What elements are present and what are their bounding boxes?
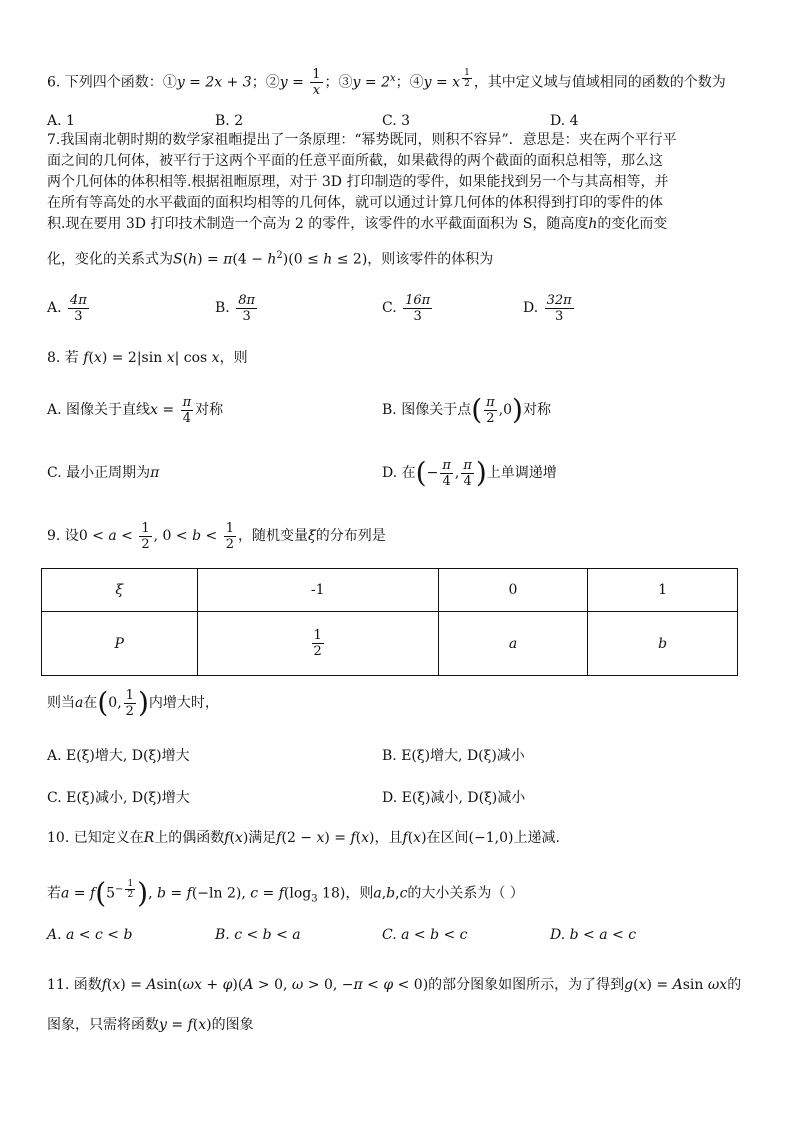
option-d[interactable]: D. $\frac{32\pi}{3}$ (523, 292, 572, 324)
question-8-options-cd (47, 455, 750, 495)
option-b[interactable]: B. 2 (215, 113, 244, 129)
option-b[interactable]: B. E(ξ)增大, D(ξ)减小 (382, 748, 525, 764)
option-a[interactable]: A. a < c < b (47, 927, 133, 943)
table-cell: b (588, 612, 738, 676)
option-d[interactable]: D. 4 (550, 113, 579, 129)
question-9-condition: 则当a在(0, $\frac{1}{2}$ )内增大时， (47, 686, 219, 719)
table-cell: ξ (42, 569, 198, 612)
question-10-options (47, 923, 750, 949)
table-cell: a (438, 612, 587, 676)
option-a[interactable]: A. 1 (47, 113, 75, 129)
table-cell: 1 (588, 569, 738, 612)
option-d[interactable]: D. b < a < c (550, 927, 637, 943)
question-10-line2: 若$a = f(5^{- \frac{1}{2}}$ ), b = f(−ln 2), $c = f(\log_3$ 18)，则a,b,c的大小关系为（ ） (47, 876, 524, 910)
question-6-stem: 6. 下列四个函数：①y = 2x + 3；②y = $\frac{1}{x}$ ；③y = $2^x$；④y = x $^{\frac{1}{2}}$ ，其中定义域与值域相同的函数的个数为 (47, 67, 726, 99)
table-row (42, 569, 738, 612)
question-7-options (47, 290, 750, 330)
option-c[interactable]: C. a < b < c (382, 927, 468, 943)
option-c[interactable]: C. E(ξ)减小, D(ξ)增大 (47, 790, 190, 806)
option-c[interactable]: C. $\frac{16\pi}{3}$ (382, 292, 431, 324)
option-b[interactable]: B. $\frac{8\pi}{3}$ (215, 292, 256, 324)
table-cell: -1 (197, 569, 438, 612)
option-c[interactable]: C. 3 (382, 113, 411, 129)
table-cell: 0 (438, 569, 587, 612)
option-d[interactable]: D. 在(− $\frac{\pi}{4}$ , $\frac{\pi}{4}$ )上单调递增 (382, 456, 557, 489)
option-b[interactable]: B. 图像关于点( $\frac{\pi}{2}$ ,0)对称 (382, 393, 551, 426)
table-cell-half: $\frac{1}{2}$ (197, 612, 438, 676)
question-8-options-ab (47, 392, 750, 432)
question-10-line1: 10. 已知定义在R上的偶函数f(x)满足f(2 − x) = f(x)，且f(x)在区间(−1,0)上递减. (47, 830, 560, 846)
question-9-options-ab (47, 744, 750, 770)
option-b[interactable]: B. c < b < a (215, 927, 301, 943)
option-c[interactable]: C. 最小正周期为π (47, 465, 160, 481)
question-9-stem: 9. 设0 < a < $\frac{1}{2}$ , 0 < b < $\frac{1}{2}$ ，随机变量ξ的分布列是 (47, 520, 386, 552)
question-7-stem: 7.我国南北朝时期的数学家祖暅提出了一条原理：“幂势既同，则积不容异”．意思是：夹在两个平行平 面之间的几何体，被平行于这两个平面的任意平面所截，如果截得的两个截面的面积总相等，那么这 两个几何体的体积相等.根据祖暅原理，对于 3D 打印制造的零件，如果能找到另一个与其高相等，并 在所有等高处的水平截面的面积均相等的几何体，就可以通过计算几何体的体积得到打印的零件的体 积.现在要用 3D 打印技术制造一个高为 2 的零件，该零件的水平截面面积为 S，随高度h的变化而变 化，变化的关系式为$S(h) = \pi(4 - h^2)(0 \le h \le 2)$，则该零件的体积为 (47, 132, 677, 268)
option-a[interactable]: A. $\frac{4\pi}{3}$ (47, 292, 87, 324)
table-cell: P (42, 612, 198, 676)
question-11-line1: 11. 函数f(x) = Asin(ωx + φ)(A > 0, ω > 0, −π < φ < 0)的部分图象如图所示，为了得到g(x) = Asin ωx的 (47, 977, 742, 993)
question-9-options-cd (47, 786, 750, 812)
distribution-table (41, 568, 738, 676)
option-a[interactable]: A. 图像关于直线x = $\frac{\pi}{4}$ 对称 (47, 394, 224, 426)
table-row (42, 612, 738, 676)
question-8-stem: 8. 若 f(x) = 2|sin x| cos x，则 (47, 350, 248, 366)
option-d[interactable]: D. E(ξ)减小, D(ξ)减小 (382, 790, 526, 806)
question-11-line2: 图象，只需将函数y = f(x)的图象 (47, 1017, 254, 1033)
option-a[interactable]: A. E(ξ)增大, D(ξ)增大 (47, 748, 190, 764)
